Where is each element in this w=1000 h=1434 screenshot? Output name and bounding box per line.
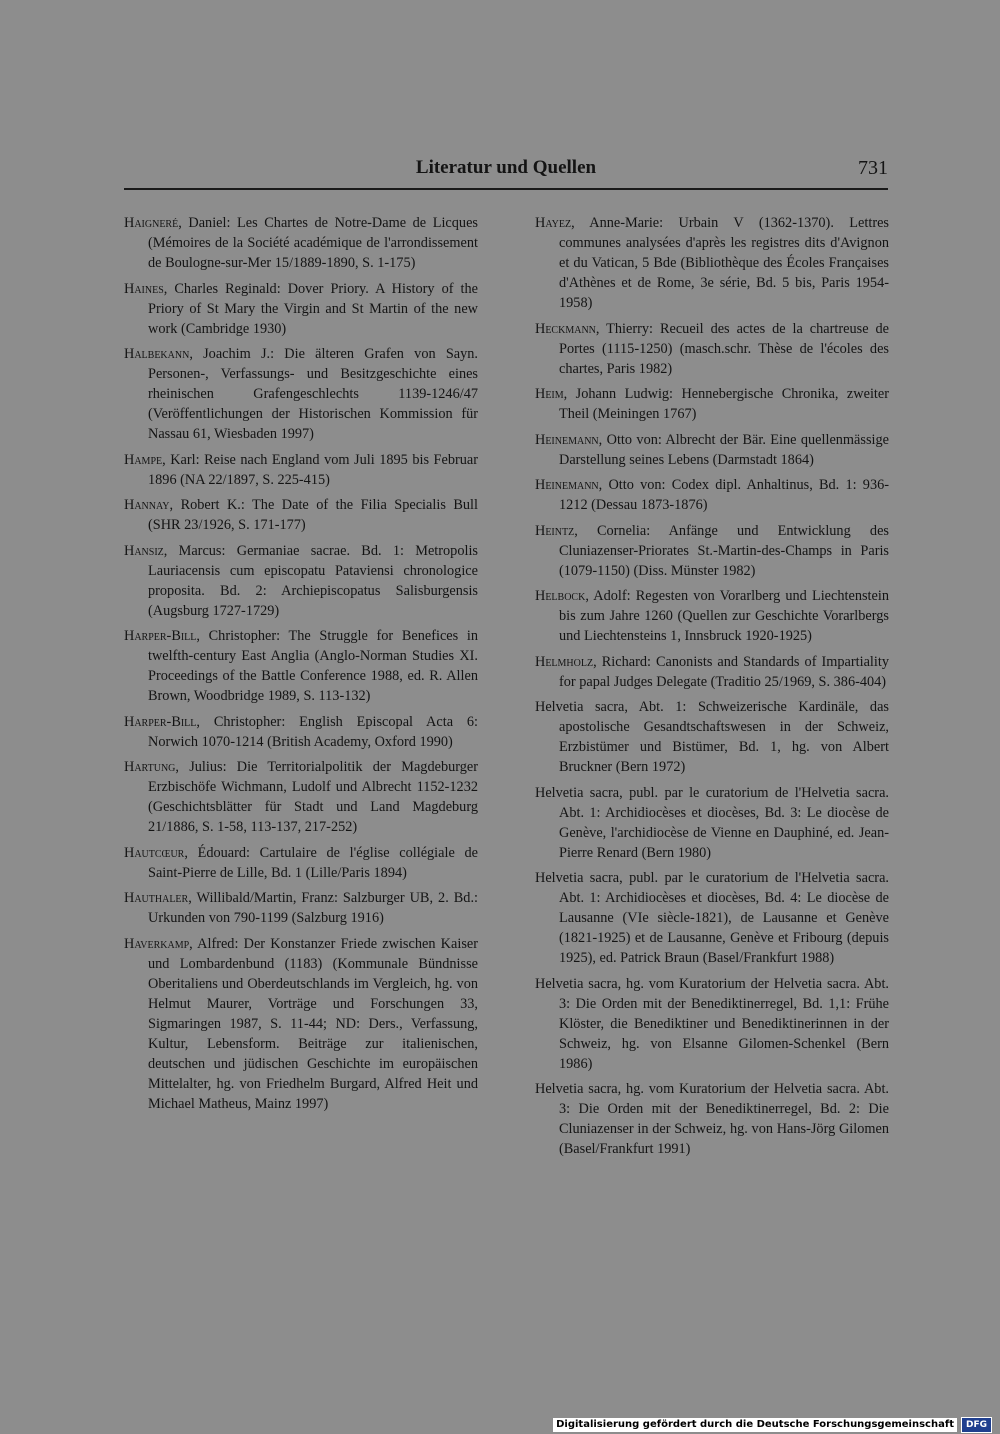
- bibliography-column-left: [124, 213, 478, 1119]
- bibliography-entry: [535, 586, 889, 646]
- bibliography-entry: [535, 697, 889, 777]
- entry-author: Haigneré,: [124, 215, 182, 231]
- bibliography-entry: [535, 384, 889, 424]
- bibliography-entry: [535, 652, 889, 692]
- running-title: Literatur und Quellen: [415, 157, 597, 178]
- entry-text: Helvetia sacra, Abt. 1: Schweizerische Kardinäle, das apostolische Gesandtschaftswesen in der Schweiz, Erzbistümer und Bistümer, Bd. 1, hg. von Albert Bruckner (Bern 1972): [535, 699, 889, 775]
- bibliography-entry: [124, 934, 478, 1114]
- entry-text: Otto von: Codex dipl. Anhaltinus, Bd. 1: 936-1212 (Dessau 1873-1876): [559, 477, 889, 513]
- bibliography-entry: [535, 521, 889, 581]
- entry-author: Hannay,: [124, 497, 174, 513]
- entry-text: Joachim J.: Die älteren Grafen von Sayn. Personen-, Verfassungs- und Besitzgeschichte eines rheinischen Grafengeschlechts 1139-1246/47 (Veröffentlichungen der Historischen Kommission für Nassau 61, Wiesbaden 1997): [148, 346, 478, 442]
- entry-text: Robert K.: The Date of the Filia Specialis Bull (SHR 23/1926, S. 171-177): [148, 497, 478, 533]
- entry-text: Alfred: Der Konstanzer Friede zwischen Kaiser und Lombardenbund (1183) (Kommunale Bündnisse Oberitaliens und Oberdeutschlands im Vergleich, hg. von Helmut Maurer, Vorträge und Forschungen 33, Sigmaringen 1987, S. 11-44; ND: Ders., Verfassung, Kultur, Lebensform. Beiträge zur italienischen, deutschen und jüdischen Geschichte im europäischen Mittelalter, hg. von Friedhelm Burgard, Alfred Heit und Michael Matheus, Mainz 1997): [148, 935, 478, 1112]
- bibliography-entry: [124, 450, 478, 490]
- entry-text: Julius: Die Territorialpolitik der Magdeburger Erzbischöfe Wichmann, Ludolf und Albrecht 1152-1232 (Geschichtsblätter für Stadt und Land Magdeburg 21/1886, S. 1-58, 113-137, 217-252): [148, 759, 478, 835]
- entry-author: Heinemann,: [535, 431, 603, 448]
- entry-text: Anne-Marie: Urbain V (1362-1370). Lettres communes analysées d'après les registres dits d'Avignon et du Vatican, 5 Bde (Bibliothèque des Écoles Françaises d'Athènes et de Rome, 3e série, Bd. 5 bis, Paris 1954-1958): [559, 215, 889, 311]
- bibliography-entry: [535, 475, 889, 515]
- entry-text: Édouard: Cartulaire de l'église collégiale de Saint-Pierre de Lille, Bd. 1 (Lille/Paris 1894): [148, 844, 478, 881]
- entry-text: Daniel: Les Chartes de Notre-Dame de Licques (Mémoires de la Société académique de l'arrondissement de Boulogne-sur-Mer 15/1889-1890, S. 1-175): [148, 215, 478, 271]
- bibliography-entry: [535, 319, 889, 379]
- entry-text: Christopher: English Episcopal Acta 6: Norwich 1070-1214 (British Academy, Oxford 1990): [148, 713, 478, 750]
- bibliography-entry: [124, 344, 478, 444]
- bibliography-entry: [124, 843, 478, 883]
- entry-author: Harper-Bill,: [124, 713, 200, 730]
- bibliography-entry: [124, 888, 478, 928]
- entry-author: Haverkamp,: [124, 935, 193, 952]
- page-header: [124, 150, 888, 190]
- bibliography-entry: [124, 541, 478, 621]
- entry-text: Thierry: Recueil des actes de la chartreuse de Portes (1115-1250) (masch.schr. Thèse de l'écoles des chartes, Paris 1982): [559, 320, 889, 377]
- bibliography-entry: [535, 430, 889, 470]
- entry-author: Hampe,: [124, 451, 166, 468]
- entry-author: Helmholz,: [535, 653, 597, 670]
- bibliography-entry: [535, 213, 889, 313]
- entry-text: Marcus: Germaniae sacrae. Bd. 1: Metropolis Lauriacensis cum episcopatu Pataviensi chronologice proposita. Bd. 2: Archiepiscopatus Salisburgensis (Augsburg 1727-1729): [148, 542, 478, 619]
- entry-author: Heinemann,: [535, 477, 603, 493]
- bibliography-entry: [124, 757, 478, 837]
- entry-text: Helvetia sacra, hg. vom Kuratorium der Helvetia sacra. Abt. 3: Die Orden mit der Benediktinerregel, Bd. 1,1: Frühe Klöster, die Benediktiner und Benediktinerinnen in der Schweiz, hg. von Elsanne Gilomen-Schenkel (Bern 1986): [535, 975, 889, 1072]
- entry-text: Helvetia sacra, publ. par le curatorium de l'Helvetia sacra. Abt. 1: Archidiocèses et diocèses, Bd. 3: Le diocèse de Genève, l'archidiocèse de Vienne en Dauphiné, ed. Jean-Pierre Renard (Bern 1980): [535, 784, 889, 861]
- entry-author: Haines,: [124, 280, 168, 297]
- entry-text: Karl: Reise nach England vom Juli 1895 bis Februar 1896 (NA 22/1897, S. 225-415): [148, 451, 478, 488]
- entry-author: Hansiz,: [124, 542, 168, 559]
- entry-author: Halbekann,: [124, 346, 193, 362]
- bibliography-entry: [535, 974, 889, 1074]
- funding-footer: [553, 1418, 992, 1432]
- entry-text: Helvetia sacra, hg. vom Kuratorium der Helvetia sacra. Abt. 3: Die Orden mit der Benediktinerregel, Bd. 2: Die Cluniazenser in der Schweiz, hg. von Hans-Jörg Gilomen (Basel/Frankfurt 1991): [535, 1081, 889, 1157]
- entry-author: Hayez,: [535, 215, 575, 231]
- entry-text: Johann Ludwig: Hennebergische Chronika, zweiter Theil (Meiningen 1767): [559, 386, 889, 422]
- bibliography-entry: [124, 626, 478, 706]
- bibliography-entry: [124, 495, 478, 535]
- entry-author: Harper-Bill,: [124, 628, 200, 644]
- entry-author: Heim,: [535, 386, 568, 402]
- dfg-logo-icon: DFG: [961, 1417, 992, 1433]
- bibliography-column-right: [535, 213, 889, 1165]
- entry-author: Helbock,: [535, 588, 589, 604]
- entry-text: Otto von: Albrecht der Bär. Eine quellenmässige Darstellung seines Lebens (Darmstadt 1864): [559, 431, 889, 468]
- entry-author: Hautcœur,: [124, 844, 188, 861]
- bibliography-entry: [535, 783, 889, 863]
- bibliography-entry: [535, 868, 889, 968]
- header-rule: [124, 188, 888, 190]
- bibliography-entry: [124, 213, 478, 273]
- bibliography-entry: [535, 1079, 889, 1159]
- entry-text: Richard: Canonists and Standards of Impartiality for papal Judges Delegate (Traditio 25/1969, S. 386-404): [559, 653, 889, 690]
- entry-text: Willibald/Martin, Franz: Salzburger UB, 2. Bd.: Urkunden von 790-1199 (Salzburg 1916): [148, 890, 478, 926]
- entry-author: Hartung,: [124, 759, 179, 775]
- entry-text: Christopher: The Struggle for Benefices in twelfth-century East Anglia (Anglo-Norman Studies XI. Proceedings of the Battle Conference 1988, ed. R. Allen Brown, Woodbridge 1989, S. 113-132): [148, 628, 478, 704]
- bibliography-entry: [124, 712, 478, 752]
- entry-text: Charles Reginald: Dover Priory. A History of the Priory of St Mary the Virgin and St Martin of the new work (Cambridge 1930): [148, 280, 478, 337]
- page-number: 731: [858, 157, 888, 179]
- entry-author: Heckmann,: [535, 320, 600, 337]
- entry-text: Adolf: Regesten von Vorarlberg und Liechtenstein bis zum Jahre 1260 (Quellen zur Geschichte Vorarlbergs und Liechtensteins 1, Innsbruck 1920-1925): [559, 588, 889, 644]
- entry-text: Helvetia sacra, publ. par le curatorium de l'Helvetia sacra. Abt. 1: Archidiocèses et diocèses, Bd. 4: Le diocèse de Lausanne (VIe siècle-1821), de Lausanne et Genève (1821-1925) et de Lausanne, Genève et Fribourg (depuis 1925), ed. Patrick Braun (Basel/Frankfurt 1988): [535, 870, 889, 966]
- entry-author: Heintz,: [535, 522, 578, 539]
- entry-author: Hauthaler,: [124, 890, 192, 906]
- funding-note: Digitalisierung gefördert durch die Deutsche Forschungsgemeinschaft: [553, 1418, 957, 1432]
- bibliography-entry: [124, 279, 478, 339]
- entry-text: Cornelia: Anfänge und Entwicklung des Cluniazenser-Priorates St.-Martin-des-Champs in Paris (1079-1150) (Diss. Münster 1982): [559, 522, 889, 579]
